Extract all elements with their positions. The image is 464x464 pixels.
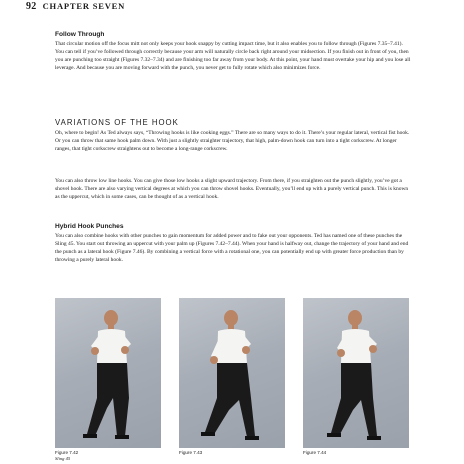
figure-row — [55, 298, 410, 461]
figure-label-1: Figure 7.42 — [55, 450, 79, 455]
figure-photo-2 — [179, 298, 285, 448]
follow-through-heading: Follow Through — [55, 31, 105, 38]
figure-photo-1 — [55, 298, 161, 448]
running-head — [26, 1, 125, 12]
figure-label-2: Figure 7.43 — [179, 450, 203, 455]
fighter-stance-illustration — [55, 298, 161, 448]
page-number: 92 — [26, 1, 37, 12]
chapter-title: CHAPTER SEVEN — [42, 1, 126, 11]
figure-subcaption-1: Sling 45 — [55, 455, 71, 461]
figure-caption-1 — [55, 450, 78, 461]
figure-photo-3 — [303, 298, 409, 448]
variations-heading: VARIATIONS OF THE HOOK — [55, 118, 179, 127]
figure-label-3: Figure 7.44 — [303, 450, 327, 455]
figure-caption-3 — [303, 450, 326, 456]
hybrid-heading: Hybrid Hook Punches — [55, 223, 124, 230]
figure-caption-2 — [179, 450, 202, 456]
follow-through-paragraph: That circular motion off the focus mitt not only keeps your hook snappy by cutting impact time, but it also enables you to follow through (Figures 7.35–7.41). You can tell if you’ve followed through correctly because your arm will naturally circle back right around your midsection. If you finish out in front of you, then you are punching too straight (Figures 7.32–7.34) and are finishing too far away from your body. At this point, your hand must overtake your hip and you lose all leverage. And because you are moving forward with the punch, you never get to fully rotate which also minimizes force. — [55, 41, 411, 71]
fighter-hook-illustration — [303, 298, 409, 448]
hybrid-paragraph: You can also combine hooks with other punches to gain momentum for added power and to fake out your opponents. Ted has named one of these punches the Sling 45. You start out throwing an uppercut with your palm up (Figures 7.42–7.44). When your hand is halfway out, change the trajectory of your hand and end the punch as a lateral hook (Figure 7.46). By combining a vertical force with a rotational one, you can potentially end up with greater force production than by throwing a purely lateral hook. — [55, 233, 409, 263]
variations-paragraph-2: You can also throw low line hooks. You can give those low hooks a slight upward trajectory. From there, if you straighten out the punch slightly, you’ve got a shovel hook. There are also varying vertical degrees at which you can throw shovel hooks. Eventually, you’ll end up with a purely vertical punch. This is known as the uppercut, which in some cases, can be thought of as a vertical hook. — [55, 178, 409, 200]
variations-paragraph-1: Oh, where to begin! As Ted always says, “Throwing hooks is like cooking eggs.” There are so many ways to do it. There’s your regular lateral, vertical fist hook. Or you can throw that same hook palm down. With just a slightly straighter trajectory, that high, palm-down hook can turn into a tight corkscrew. At longer ranges, that tight corkscrew straightens out to become a long-range corkscrew. — [55, 130, 410, 152]
fighter-uppercut-illustration — [179, 298, 285, 448]
